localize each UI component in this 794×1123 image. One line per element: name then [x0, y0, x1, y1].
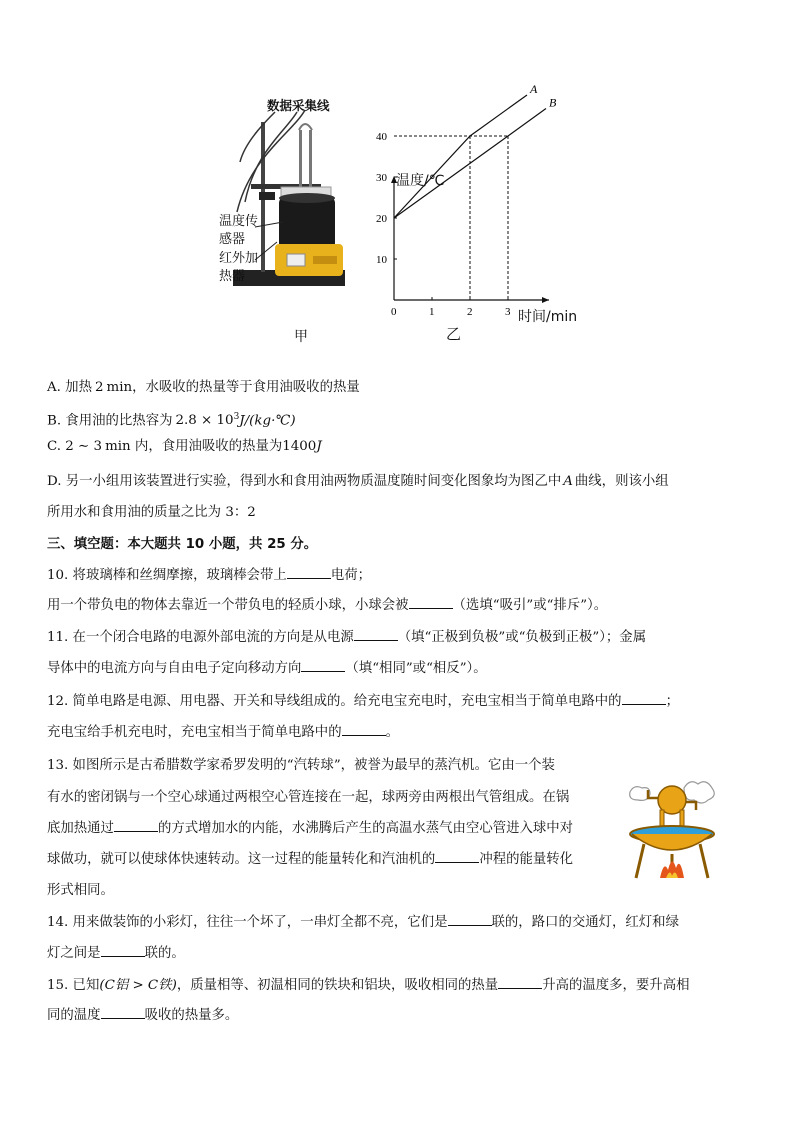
q11-line2: 导体中的电流方向与自由电子定向移动方向 （填“相同”或“相反”）。	[47, 661, 487, 676]
q15-line1: 15. 已知(C铝 > C铁)，质量相等、初温相同的铁块和铝块，吸收相同的热量 升高的温度多，要升高相	[47, 978, 690, 993]
answer-blank[interactable]	[622, 692, 666, 705]
caption-jia: 甲	[294, 329, 308, 345]
q13-line5: 形式相同。	[47, 883, 114, 898]
answer-blank[interactable]	[409, 596, 453, 609]
series-label-A: A	[530, 82, 538, 96]
q10-line1: 10. 将玻璃棒和丝绸摩擦，玻璃棒会带上 电荷；	[47, 568, 371, 583]
q14-line1: 14. 用来做装饰的小彩灯，往往一个坏了，一串灯全都不亮，它们是 联的，路口的交通灯，红灯和绿	[47, 915, 679, 930]
aeolipile-illustration	[622, 770, 722, 882]
x-axis-arrow	[542, 297, 549, 303]
q12-line1: 12. 简单电路是电源、用电器、开关和导线组成的。给充电宝充电时，充电宝相当于简单电路中的 ；	[47, 694, 679, 709]
x-tick-label: 2	[467, 306, 473, 318]
q13-line4: 球做功，就可以使球体快速转动。这一过程的能量转化和汽油机的 冲程的能量转化	[47, 852, 574, 867]
label-data-line: 数据采集线	[267, 98, 330, 113]
answer-blank[interactable]	[498, 976, 542, 989]
answer-blank[interactable]	[448, 913, 492, 926]
x-tick-label: 1	[429, 306, 435, 318]
q12-line2: 充电宝给手机充电时，充电宝相当于简单电路中的 。	[47, 725, 399, 740]
q13-line1: 13. 如图所示是古希腊数学家希罗发明的“汽转球”，被誉为最早的蒸汽机。它由一个装	[47, 758, 555, 773]
series-label-B: B	[549, 95, 557, 110]
label-heater-1: 红外加	[219, 251, 259, 266]
answer-blank[interactable]	[354, 628, 398, 641]
q13-line3: 底加热通过 的方式增加水的内能，水沸腾后产生的高温水蒸气由空心管进入球中对	[47, 821, 574, 836]
caption-yi: 乙	[446, 325, 462, 343]
answer-blank[interactable]	[435, 850, 479, 863]
y-tick-label: 40	[376, 131, 387, 143]
option-a: A. 加热 2 min，水吸收的热量等于食用油吸收的热量	[47, 380, 360, 395]
chart-ylabel: 温度/℃	[396, 173, 445, 189]
answer-blank[interactable]	[114, 819, 158, 832]
option-d-line1: D. 另一小组用该装置进行实验，得到水和食用油两物质温度随时间变化图象均为图乙中 A 曲线，则该小组	[47, 474, 669, 489]
option-d-line2: 所用水和食用油的质量之比为 3：2	[47, 505, 256, 520]
q11-line1: 11. 在一个闭合电路的电源外部电流的方向是从电源 （填“正极到负极”或“负极到正极”）；金属	[47, 630, 647, 645]
option-c: C. 2 ∼ 3 min 内，食用油吸收的热量为1400J	[47, 439, 322, 454]
figure-jia	[215, 92, 355, 347]
option-b: B. 食用油的比热容为 $2.8 \times 10^3J/(kg\cdot℃)$	[47, 412, 296, 429]
label-sensor-2: 感器	[219, 232, 246, 247]
answer-blank[interactable]	[101, 944, 145, 957]
label-sensor-1: 温度传	[219, 214, 259, 229]
y-tick-label: 10	[376, 254, 387, 266]
chart-xlabel: 时间/min	[518, 309, 578, 325]
answer-blank[interactable]	[287, 566, 331, 579]
q15-line2: 同的温度 吸收的热量多。	[47, 1008, 239, 1023]
answer-blank[interactable]	[101, 1006, 145, 1019]
answer-blank[interactable]	[301, 659, 345, 672]
y-tick-label: 20	[376, 213, 387, 225]
y-tick-label: 30	[376, 172, 387, 184]
q10-line2: 用一个带负电的物体去靠近一个带负电的轻质小球，小球会被 （选填“吸引”或“排斥”）。	[47, 598, 608, 613]
x-tick-label: 0	[391, 306, 397, 318]
section-title: 三、填空题：本大题共 10 小题，共 25 分。	[47, 537, 318, 552]
label-heater-2: 热器	[219, 269, 246, 284]
q13-line2: 有水的密闭锅与一个空心球通过两根空心管连接在一起，球两旁由两根出气管组成。在锅	[47, 790, 570, 805]
answer-blank[interactable]	[342, 723, 386, 736]
series-line-A	[394, 95, 527, 218]
figure-yi	[370, 82, 590, 350]
q14-line2: 灯之间是 联的。	[47, 946, 185, 961]
x-tick-label: 3	[505, 306, 511, 318]
